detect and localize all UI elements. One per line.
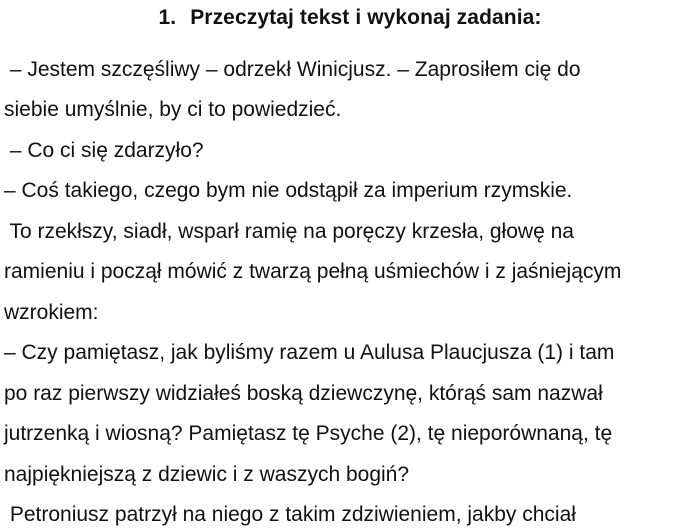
text-line-2: siebie umyślnie, by ci to powiedzieć.	[4, 98, 342, 121]
text-line-12: Petroniusz patrzył na niego z takim zdziwieniem, jakby chciał	[4, 503, 576, 526]
exercise-heading	[0, 4, 700, 32]
text-line-11: najpiękniejszą z dziewic i z waszych bogiń?	[4, 463, 410, 486]
exercise-instruction: Przeczytaj tekst i wykonaj zadania:	[190, 6, 542, 29]
text-line-1: – Jestem szczęśliwy – odrzekł Winicjusz. – Zaprosiłem cię do	[4, 58, 581, 81]
text-line-4: – Coś takiego, czego bym nie odstąpił za imperium rzymskie.	[4, 179, 573, 202]
text-line-10: jutrzenką i wiosną? Pamiętasz tę Psyche (2), tę nieporównaną, tę	[4, 422, 613, 445]
text-line-6: ramieniu i począł mówić z twarzą pełną uśmiechów i z jaśniejącym	[4, 260, 622, 283]
text-line-5: To rzekłszy, siadł, wsparł ramię na poręczy krzesła, głowę na	[4, 220, 574, 243]
text-line-8: – Czy pamiętasz, jak byliśmy razem u Aulusa Plaucjusza (1) i tam	[4, 341, 615, 364]
text-line-3: – Co ci się zdarzyło?	[4, 139, 204, 162]
text-line-9: po raz pierwszy widziałeś boską dziewczynę, którąś sam nazwał	[4, 382, 603, 405]
exercise-number: 1.	[158, 6, 177, 29]
text-line-7: wzrokiem:	[4, 301, 99, 324]
